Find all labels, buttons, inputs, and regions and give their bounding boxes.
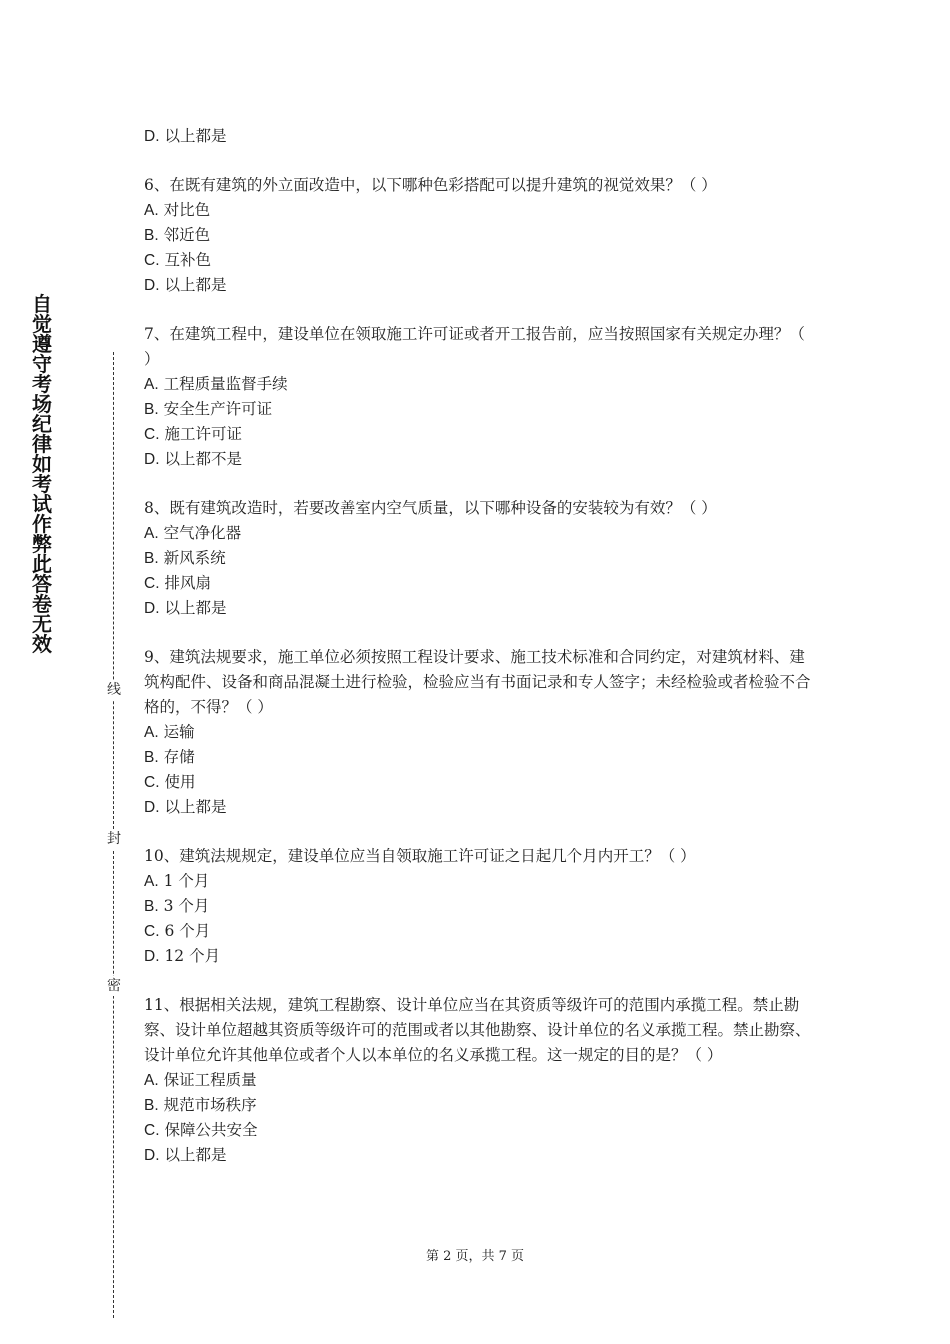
option-letter: B. (144, 227, 159, 244)
option-item (144, 546, 814, 571)
option-item (144, 571, 814, 596)
question-list (144, 124, 814, 1192)
question-11 (144, 993, 814, 1168)
page-number: 第 2 页，共 7 页 (425, 1249, 525, 1264)
question-9 (144, 645, 814, 820)
option-item (144, 1143, 814, 1168)
option-item (144, 596, 814, 621)
option-letter: A. (144, 1072, 159, 1089)
option-item (144, 372, 814, 397)
option-text: 对比色 (163, 201, 211, 219)
option-item (144, 944, 814, 969)
question-text: 11、根据相关法规，建筑工程勘察、设计单位应当在其资质等级许可的范围内承揽工程。禁止勘察、设计单位超越其资质等级许可的范围或者以其他勘察、设计单位的名义承揽工程。禁止勘察、设计单位允许其他单位或者个人以本单位的名义承揽工程。这一规定的目的是？（ ） (144, 996, 811, 1064)
option-letter: A. (144, 202, 159, 219)
option-letter: B. (144, 749, 159, 766)
exam-discipline-notice: 自觉遵守考场纪律如考试作弊此答卷无效 (32, 292, 52, 656)
option-letter: B. (144, 550, 159, 567)
option-text: 保障公共安全 (164, 1121, 258, 1139)
question-text: 7、在建筑工程中，建设单位在领取施工许可证或者开工报告前，应当按照国家有关规定办理？（ ） (144, 325, 805, 368)
option-text: 存储 (163, 748, 195, 766)
question-8 (144, 496, 814, 621)
option-item (144, 869, 814, 894)
option-text: 以上都是 (164, 1146, 227, 1164)
option-text: 3 个月 (163, 897, 210, 915)
question-text: 6、在既有建筑的外立面改造中，以下哪种色彩搭配可以提升建筑的视觉效果？（ ） (144, 176, 717, 194)
option-text: 6 个月 (164, 922, 211, 940)
option-text: 以上都是 (164, 599, 227, 617)
option-letter: A. (144, 525, 159, 542)
option-text: 运输 (163, 723, 195, 741)
option-letter: D. (144, 600, 160, 617)
option-item (144, 795, 814, 820)
option-item (144, 894, 814, 919)
option-letter: C. (144, 923, 160, 940)
option-text: 1 个月 (163, 872, 210, 890)
option-text: 规范市场秩序 (163, 1096, 257, 1114)
option-item (144, 447, 814, 472)
option-letter: C. (144, 575, 160, 592)
option-text: 使用 (164, 773, 196, 791)
option-text: 空气净化器 (163, 524, 242, 542)
binding-label-seal: 封 (104, 829, 124, 849)
option-text: 以上都是 (164, 798, 227, 816)
option-text: 以上都是 (164, 127, 227, 145)
option-text: 保证工程质量 (163, 1071, 257, 1089)
option-item (144, 198, 814, 223)
option-text: 施工许可证 (164, 425, 242, 443)
option-item (144, 1093, 814, 1118)
option-item (144, 223, 814, 248)
option-item (144, 1068, 814, 1093)
option-letter: D. (144, 948, 160, 965)
option-item (144, 1118, 814, 1143)
option-item (144, 124, 814, 149)
option-item (144, 248, 814, 273)
option-letter: C. (144, 774, 160, 791)
option-letter: B. (144, 898, 159, 915)
option-item (144, 422, 814, 447)
option-letter: D. (144, 277, 160, 294)
option-letter: D. (144, 451, 160, 468)
option-text: 新风系统 (163, 549, 226, 567)
question-10 (144, 844, 814, 969)
option-text: 互补色 (164, 251, 211, 269)
question-5-tail (144, 124, 814, 149)
option-text: 以上都不是 (164, 450, 242, 468)
question-text: 10、建筑法规规定，建设单位应当自领取施工许可证之日起几个月内开工？（ ） (144, 847, 696, 865)
option-letter: B. (144, 1097, 159, 1114)
option-text: 排风扇 (164, 574, 211, 592)
option-item (144, 521, 814, 546)
option-letter: D. (144, 1147, 160, 1164)
option-item (144, 745, 814, 770)
option-item (144, 720, 814, 745)
option-text: 安全生产许可证 (163, 400, 273, 418)
option-letter: C. (144, 252, 160, 269)
question-text: 8、既有建筑改造时，若要改善室内空气质量，以下哪种设备的安装较为有效？（ ） (144, 499, 717, 517)
option-letter: B. (144, 401, 159, 418)
option-letter: D. (144, 799, 160, 816)
option-letter: A. (144, 724, 159, 741)
binding-label-secret: 密 (104, 976, 124, 996)
option-letter: C. (144, 426, 160, 443)
option-letter: A. (144, 873, 159, 890)
option-text: 以上都是 (164, 276, 227, 294)
option-letter: D. (144, 128, 160, 145)
question-7 (144, 322, 814, 472)
option-item (144, 397, 814, 422)
option-letter: A. (144, 376, 159, 393)
option-item (144, 273, 814, 298)
option-item (144, 919, 814, 944)
option-item (144, 770, 814, 795)
option-letter: C. (144, 1122, 160, 1139)
option-text: 邻近色 (163, 226, 211, 244)
question-6 (144, 173, 814, 298)
question-text: 9、建筑法规要求，施工单位必须按照工程设计要求、施工技术标准和合同约定，对建筑材料、建筑构配件、设备和商品混凝土进行检验，检验应当有书面记录和专人签字；未经检验或者检验不合格的，不得？（ ） (144, 648, 811, 716)
binding-label-line: 线 (104, 680, 124, 700)
option-text: 工程质量监督手续 (163, 375, 288, 393)
option-text: 12 个月 (164, 947, 221, 965)
